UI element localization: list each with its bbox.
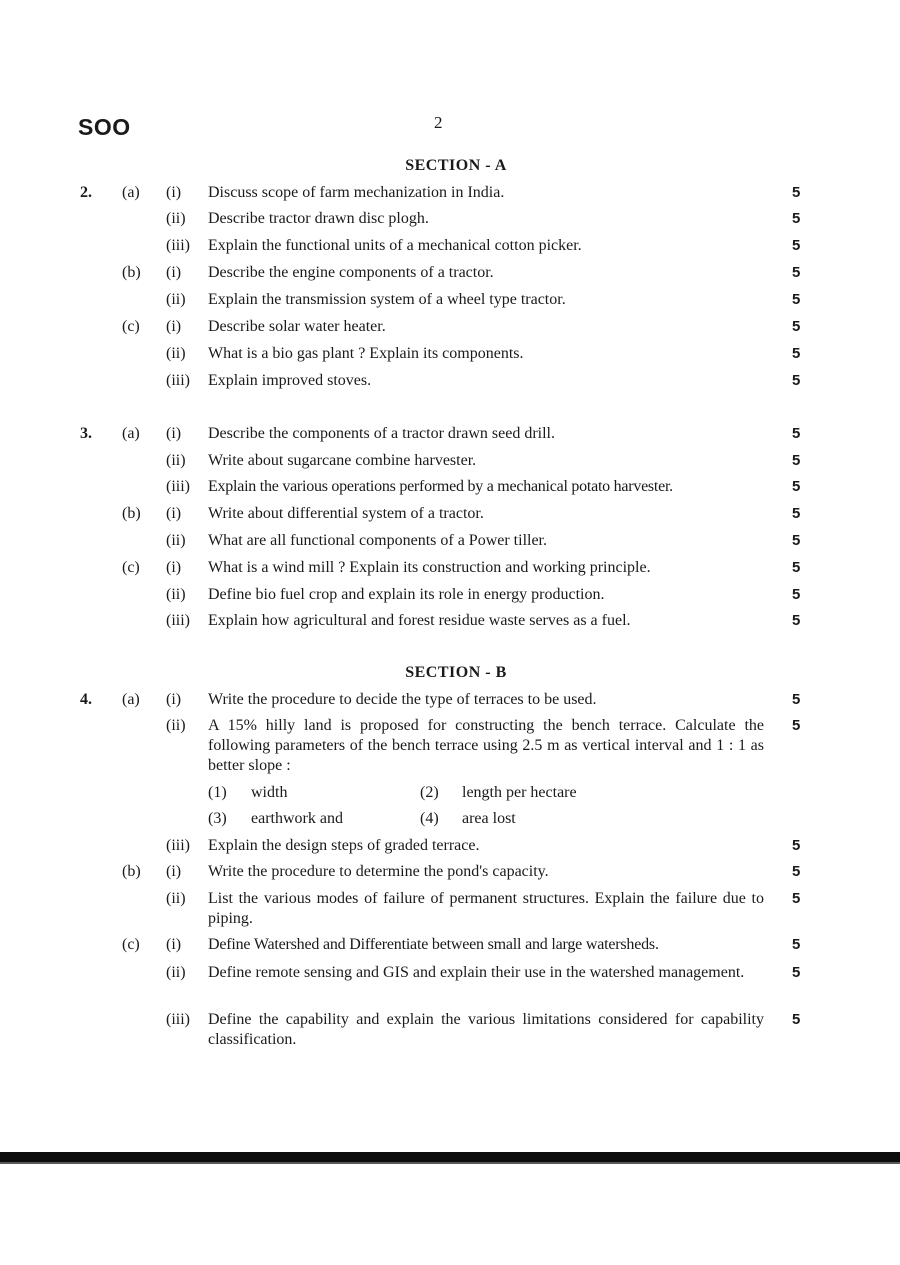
part-label: (a): [122, 425, 140, 442]
sub-item-text: width: [251, 784, 288, 801]
question-text: Explain the transmission system of a wheel type tractor.: [208, 291, 566, 308]
marks: 5: [792, 691, 801, 708]
question-text: What is a bio gas plant ? Explain its components.: [208, 345, 524, 362]
question-text: Define Watershed and Differentiate between small and large watersheds.: [208, 936, 659, 953]
question-text: Explain how agricultural and forest residue waste serves as a fuel.: [208, 612, 631, 629]
marks: 5: [792, 425, 801, 442]
marks: 5: [792, 478, 801, 495]
subpart-label: (ii): [166, 586, 186, 603]
sub-item-number: (4): [420, 810, 439, 827]
question-text: Write the procedure to decide the type of terraces to be used.: [208, 691, 597, 708]
footer-rule: [0, 1152, 900, 1162]
subpart-label: (iii): [166, 237, 190, 254]
question-number: 2.: [80, 184, 92, 201]
subpart-label: (i): [166, 264, 182, 281]
sub-item-text: length per hectare: [462, 784, 577, 801]
marks: 5: [792, 210, 801, 227]
question-number: 4.: [80, 691, 92, 708]
question-text: What are all functional components of a Power tiller.: [208, 532, 547, 549]
question-text: Discuss scope of farm mechanization in India.: [208, 184, 505, 201]
question-text: Write the procedure to determine the pond's capacity.: [208, 863, 549, 880]
part-label: (b): [122, 264, 141, 281]
subpart-label: (iii): [166, 612, 190, 629]
sub-item-number: (1): [208, 784, 227, 801]
question-text: Describe tractor drawn disc plogh.: [208, 210, 429, 227]
part-label: (b): [122, 505, 141, 522]
marks: 5: [792, 964, 801, 981]
subpart-label: (i): [166, 318, 182, 335]
sub-item-text: area lost: [462, 810, 516, 827]
marks: 5: [792, 586, 801, 603]
marks: 5: [792, 936, 801, 953]
question-text: Explain improved stoves.: [208, 372, 372, 389]
subpart-label: (i): [166, 691, 182, 708]
marks: 5: [792, 890, 801, 907]
section-a-title: SECTION - A: [405, 157, 507, 174]
sub-item-text: earthwork and: [251, 810, 343, 827]
subpart-label: (ii): [166, 452, 186, 469]
section-b-title: SECTION - B: [405, 664, 507, 681]
part-label: (c): [122, 318, 140, 335]
subpart-label: (i): [166, 505, 182, 522]
subpart-label: (i): [166, 863, 182, 880]
marks: 5: [792, 612, 801, 629]
marks: 5: [792, 837, 801, 854]
marks: 5: [792, 717, 801, 734]
part-label: (c): [122, 936, 140, 953]
part-label: (a): [122, 184, 140, 201]
subpart-label: (i): [166, 936, 182, 953]
question-text: Define bio fuel crop and explain its role in energy production.: [208, 586, 605, 603]
part-label: (c): [122, 559, 140, 576]
subpart-label: (ii): [166, 345, 186, 362]
marks: 5: [792, 559, 801, 576]
marks: 5: [792, 1011, 801, 1028]
question-text: Describe solar water heater.: [208, 318, 386, 335]
question-text: Explain the design steps of graded terrace.: [208, 837, 480, 854]
subpart-label: (iii): [166, 478, 190, 495]
question-text: Write about sugarcane combine harvester.: [208, 452, 477, 469]
question-text: Write about differential system of a tractor.: [208, 505, 484, 522]
subpart-label: (iii): [166, 1011, 190, 1028]
question-text: Explain the various operations performed by a mechanical potato harvester.: [208, 478, 673, 495]
subpart-label: (i): [166, 425, 182, 442]
question-text: List the various modes of failure of permanent structures. Explain the failure due to piping.: [208, 890, 764, 927]
subpart-label: (ii): [166, 210, 186, 227]
page-number: 2: [434, 113, 443, 132]
marks: 5: [792, 345, 801, 362]
question-text: What is a wind mill ? Explain its construction and working principle.: [208, 559, 651, 576]
marks: 5: [792, 237, 801, 254]
subpart-label: (i): [166, 559, 182, 576]
question-text: Describe the engine components of a tractor.: [208, 264, 494, 281]
question-text: Describe the components of a tractor drawn seed drill.: [208, 425, 555, 442]
question-text: A 15% hilly land is proposed for constructing the bench terrace. Calculate the following parameters of the bench terrace using 2.5 m as vertical interval and 1 : 1 as better slope :: [208, 717, 764, 774]
marks: 5: [792, 452, 801, 469]
subpart-label: (ii): [166, 291, 186, 308]
marks: 5: [792, 264, 801, 281]
question-text: Explain the functional units of a mechanical cotton picker.: [208, 237, 582, 254]
marks: 5: [792, 863, 801, 880]
marks: 5: [792, 372, 801, 389]
marks: 5: [792, 291, 801, 308]
subpart-label: (ii): [166, 532, 186, 549]
subpart-label: (iii): [166, 372, 190, 389]
sub-item-number: (3): [208, 810, 227, 827]
subpart-label: (ii): [166, 964, 186, 981]
part-label: (b): [122, 863, 141, 880]
marks: 5: [792, 532, 801, 549]
marks: 5: [792, 184, 801, 201]
marks: 5: [792, 505, 801, 522]
sub-item-number: (2): [420, 784, 439, 801]
part-label: (a): [122, 691, 140, 708]
subpart-label: (iii): [166, 837, 190, 854]
subpart-label: (ii): [166, 717, 186, 734]
question-number: 3.: [80, 425, 92, 442]
marks: 5: [792, 318, 801, 335]
question-text: Define the capability and explain the various limitations considered for capability classification.: [208, 1011, 764, 1048]
question-text: Define remote sensing and GIS and explain their use in the watershed management.: [208, 964, 745, 981]
subpart-label: (i): [166, 184, 182, 201]
paper-code: SOO: [78, 114, 131, 140]
subpart-label: (ii): [166, 890, 186, 907]
